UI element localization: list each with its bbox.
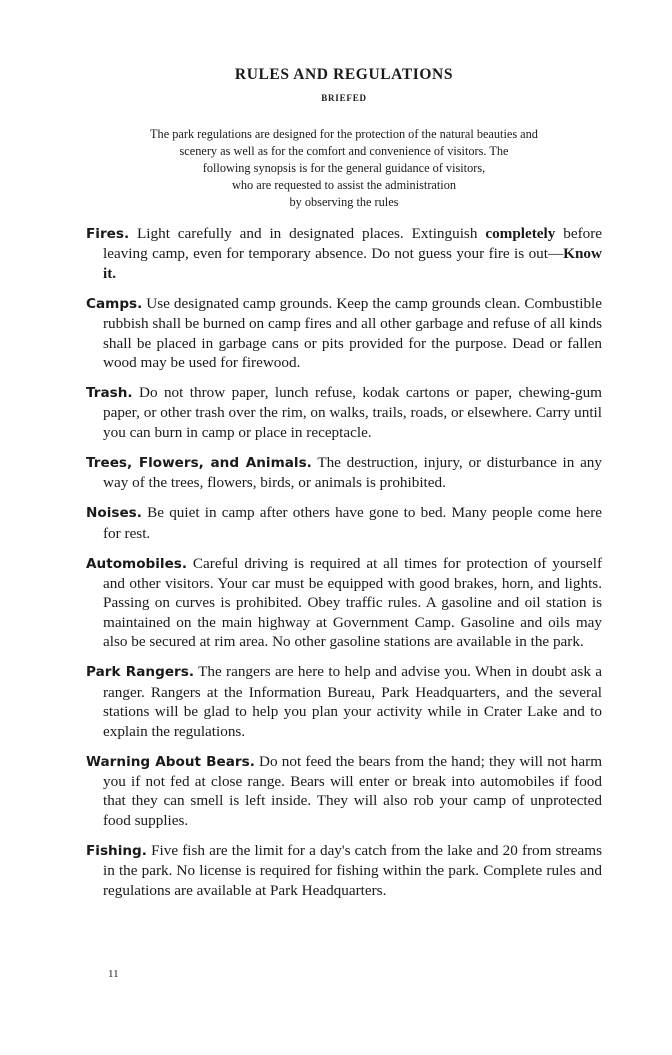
intro-paragraph bbox=[70, 126, 618, 211]
page-subtitle: BRIEFED bbox=[321, 93, 367, 103]
rule-heading: Warning About Bears. bbox=[86, 753, 255, 770]
rule-text: Do not throw paper, lunch refuse, kodak cartons or paper, chewing-gum paper, or other trash over the rim, on walks, trails, roads, or elsewhere. Carry until you can burn in camp or place in receptacle. bbox=[103, 384, 602, 441]
rule-heading: Trash. bbox=[86, 385, 133, 402]
rule-emphasis: completely bbox=[485, 225, 556, 242]
rule-heading: Park Rangers. bbox=[86, 664, 195, 681]
rule-heading: Camps. bbox=[86, 295, 143, 312]
rule-text: The rangers are here to help and advise you. When in doubt ask a ranger. Rangers at the Information Bureau, Park Headquarters, and the several stations will be glad to help you plan your activity while in Crater Lake and to explain the regulations. bbox=[103, 663, 602, 740]
rules-list bbox=[86, 224, 602, 911]
rule-automobiles bbox=[86, 554, 602, 652]
rule-warning-about-bears bbox=[86, 752, 602, 831]
rule-heading: Noises. bbox=[86, 505, 142, 522]
rule-text: Light carefully and in designated places. Extinguish bbox=[137, 225, 478, 242]
rule-noises bbox=[86, 503, 602, 543]
rule-heading: Automobiles. bbox=[86, 555, 188, 572]
intro-line: by observing the rules bbox=[289, 195, 399, 209]
rule-heading: Fishing. bbox=[86, 842, 147, 859]
rule-trees-flowers-animals bbox=[86, 453, 602, 493]
rule-text: Be quiet in camp after others have gone to bed. Many people come here for rest. bbox=[103, 504, 603, 542]
rule-camps bbox=[86, 294, 602, 373]
rule-heading: Fires. bbox=[86, 226, 130, 242]
page-number: 11 bbox=[108, 968, 119, 980]
rule-text: The destruction, injury, or disturbance in any way of the trees, flowers, birds, or animals is prohibited. bbox=[103, 453, 602, 492]
intro-line: scenery as well as for the comfort and convenience of visitors. The bbox=[179, 144, 509, 158]
rule-text: Do not feed the bears from the hand; they will not harm you if not fed at close range. Bears will enter or break into automobiles if food that they can smell is left inside. They will also rob your camp of unprotected food supplies. bbox=[103, 752, 603, 829]
rule-heading: Trees, Flowers, and Animals. bbox=[86, 454, 312, 471]
rule-text: Use designated camp grounds. Keep the camp grounds clean. Combustible rubbish shall be burned on camp fires and all other garbage and refuse of all kinds shall be placed in garbage cans or pits provided for the purpose. Dead or fallen wood may be used for firewood. bbox=[103, 294, 603, 372]
intro-line: who are requested to assist the administration bbox=[231, 178, 457, 192]
intro-line: following synopsis is for the general guidance of visitors, bbox=[202, 161, 486, 175]
rule-emphasis: Know it. bbox=[103, 245, 602, 282]
rule-park-rangers bbox=[86, 662, 602, 741]
rule-trash bbox=[86, 383, 602, 442]
rule-text: before leaving camp, even for temporary absence. Do not guess your fire is out— bbox=[103, 225, 603, 263]
rule-fishing bbox=[86, 841, 602, 900]
page-title: RULES AND REGULATIONS bbox=[234, 66, 454, 83]
rule-text: Five fish are the limit for a day's catch from the lake and 20 from streams in the park. No license is required for fishing within the park. Complete rules and regulations are available at Park Headquarters. bbox=[103, 841, 602, 899]
rule-fires bbox=[86, 224, 602, 283]
intro-line: The park regulations are designed for the protection of the natural beauties and bbox=[150, 127, 538, 141]
rule-text: Careful driving is required at all times for protection of yourself and other visitors. Your car must be equipped with good brakes, horn, and lights. Passing on curves is prohibited. Obey traffic rules. A gasoline and oil station is maintained on the main highway at Government Camp. Gasoline and oils may also be secured at rim area. No other gasoline stations are available in the park. bbox=[103, 554, 603, 651]
